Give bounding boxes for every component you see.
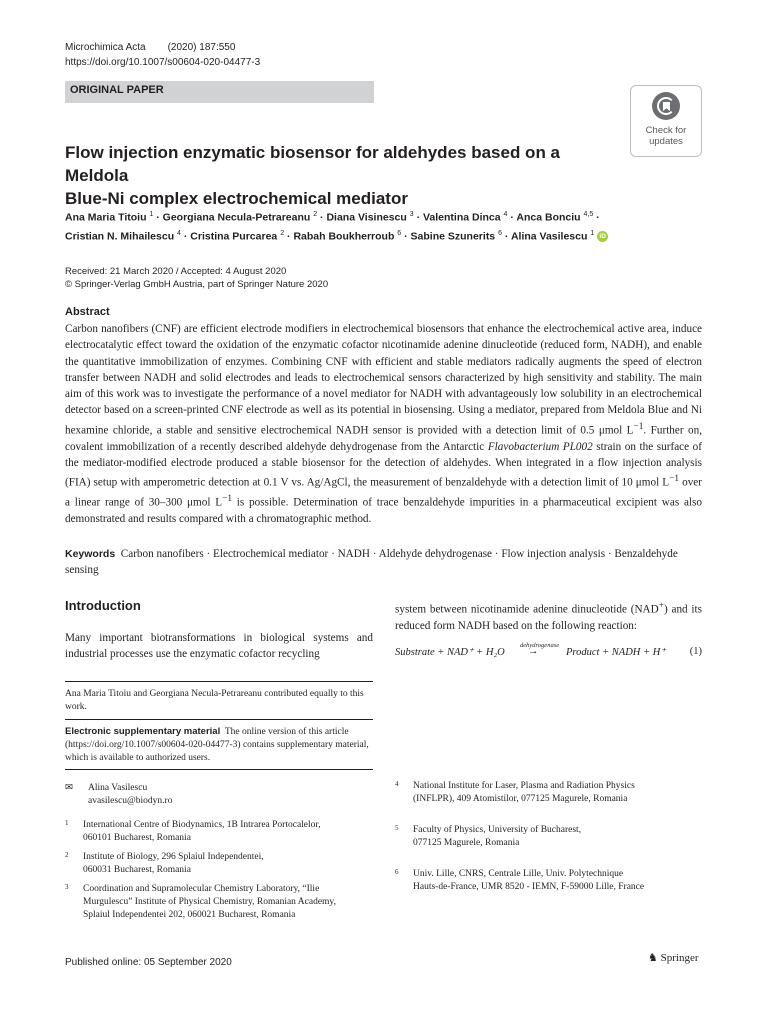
affiliation-line: Coordination and Supramolecular Chemistry Laboratory, “Ilie xyxy=(83,884,320,894)
author-name: Valentina Dinca xyxy=(423,211,501,224)
equation-rhs: Product + NADH + H⁺ xyxy=(566,647,666,658)
affiliation-number: 3 xyxy=(65,883,69,891)
author-separator: · xyxy=(287,230,291,242)
abstract-superscript: −1 xyxy=(669,474,680,485)
affiliation-number: 1 xyxy=(65,819,69,827)
contribution-note: Ana Maria Titoiu and Georgiana Necula-Petrareanu contributed equally to this work. xyxy=(65,689,364,712)
author-affiliation: 1 xyxy=(149,211,154,218)
author-affiliation: 2 xyxy=(280,229,285,237)
author-name: Sabine Szunerits xyxy=(410,230,496,242)
affiliation-line: 060031 Bucharest, Romania xyxy=(83,865,191,875)
abstract-part: . Further on, covalent immobilization of a recently described aldehyde dehydrogenase from the Antarctic xyxy=(65,424,702,453)
intro-right-superscript: + xyxy=(658,601,664,611)
affiliation-number: 4 xyxy=(395,780,399,788)
equation-lhs: Substrate + NAD⁺ + H₂O xyxy=(395,647,505,658)
footnote-divider xyxy=(65,719,373,720)
intro-right-part: ) and its reduced form NADH based on the following reaction: xyxy=(395,603,702,633)
check-updates-line2: updates xyxy=(649,136,683,147)
correspondence-name: Alina Vasilescu xyxy=(88,783,148,793)
introduction-left-text: Many important biotransformations in biological systems and industrial processes use the enzymatic cofactor recycling xyxy=(65,632,373,661)
equation-arrow: → xyxy=(528,646,539,657)
article-type-label: ORIGINAL PAPER xyxy=(70,84,164,96)
affiliation-line: 060101 Bucharest, Romania xyxy=(83,833,191,843)
orcid-icon[interactable]: iD xyxy=(597,231,608,242)
author-name: Rabah Boukherroub xyxy=(293,230,395,242)
affiliation-2 xyxy=(65,851,383,877)
abstract-part: is possible. Determination of trace benzaldehyde impurities in a pharmaceutical excipient was also demonstrated and results compared with a chromatographic method. xyxy=(65,497,702,526)
affiliation-line: National Institute for Laser, Plasma and Radiation Physics xyxy=(413,781,635,791)
affiliation-4 xyxy=(395,780,713,806)
footnote-divider xyxy=(65,769,373,770)
author-affiliation: 4 xyxy=(177,229,181,237)
author-name: Georgiana Necula-Petrareanu xyxy=(162,211,311,224)
author-name: Anca Bonciu xyxy=(516,211,581,224)
received-accepted: Received: 21 March 2020 / Accepted: 4 August 2020 xyxy=(65,266,287,277)
equation-1 xyxy=(395,642,702,666)
author-separator: · xyxy=(404,230,408,242)
author-name: Cristian N. Mihailescu xyxy=(65,230,175,242)
affiliation-line: 077125 Magurele, Romania xyxy=(413,838,520,848)
affiliation-number: 5 xyxy=(395,824,399,832)
article-type-banner xyxy=(65,81,374,103)
journal-info xyxy=(65,40,260,70)
author-affiliation: 4 xyxy=(503,211,508,218)
author-separator: · xyxy=(320,211,324,224)
abstract-superscript: −1 xyxy=(222,494,232,505)
correspondence-email[interactable]: avasilescu@biodyn.ro xyxy=(88,796,173,806)
abstract-part: over a linear range of 30–300 μmol L xyxy=(65,477,702,510)
supplementary-label: Electronic supplementary material xyxy=(65,726,221,737)
publisher-name: Springer xyxy=(660,952,699,964)
author-name: Alina Vasilescu xyxy=(510,230,588,242)
author-separator: · xyxy=(504,230,509,242)
supplementary-note xyxy=(65,725,373,765)
keywords-text: Carbon nanofibers · Electrochemical mediator · NADH · Aldehyde dehydrogenase · Flow injection analysis · Benzaldehyde sensing xyxy=(65,548,678,577)
springer-horse-icon: ♞ xyxy=(648,952,658,964)
title-line-2: Blue-Ni complex electrochemical mediator xyxy=(65,189,408,208)
author-separator: · xyxy=(156,211,160,224)
author-affiliation: 3 xyxy=(409,211,414,218)
affiliation-line: Institute of Biology, 296 Splaiul Independentei, xyxy=(83,852,264,862)
author-name: Ana Maria Titoiu xyxy=(65,211,147,224)
abstract-superscript: −1 xyxy=(633,421,644,432)
affiliation-line: International Centre of Biodynamics, 1B Intrarea Portocalelor, xyxy=(83,820,321,830)
journal-name: Microchimica Acta xyxy=(65,42,146,53)
author-affiliation: 4,5 xyxy=(583,211,594,218)
intro-right-part: system between nicotinamide adenine dinucleotide (NAD xyxy=(395,603,659,616)
affiliation-6 xyxy=(395,868,713,894)
affiliation-line: (INFLPR), 409 Atomistilor, 077125 Magurele, Romania xyxy=(413,794,628,804)
affiliation-1 xyxy=(65,819,383,845)
keywords-label: Keywords xyxy=(65,548,116,560)
abstract-part: Carbon nanofibers (CNF) are efficient electrode modifiers in electrochemical biosensors that enhance the electrochemical active area, induce electrocatalytic effect toward the oxidation of the enzymatic cofactor nicotinamide adenine dinucleotide (reduced form, NADH), and enable the quantitative immobilization of enzymes. Combining CNF with efficient and stable mediators radically augments the speed of electron transfer between NADH and solid electrodes and leads to electrochemical sensors characterized by high sensitivity and stability. The main aim of this work was to investigate the performance of a novel mediator for NADH with advantageously low solubility in an electrochemical detector based on a screen-printed CNF electrode as well as its potential in biosensing. Using a mediator, prepared from Meldola Blue and Ni hexamine chloride, a stable and sensitive electrochemical NADH sensor is provided with a detection limit of 0.5 μmol L xyxy=(65,323,702,437)
abstract-heading: Abstract xyxy=(65,306,110,318)
title-line-1: Flow injection enzymatic biosensor for aldehydes based on a Meldola xyxy=(65,143,561,185)
affiliation-line: Univ. Lille, CNRS, Centrale Lille, Univ. Polytechnique xyxy=(413,869,624,879)
mail-icon: ✉ xyxy=(65,783,73,793)
author-affiliation: 1 xyxy=(590,229,595,237)
abstract-species: Flavobacterium PL002 xyxy=(487,440,593,453)
author-list xyxy=(65,207,715,244)
journal-volume: (2020) 187:550 xyxy=(167,42,236,53)
check-updates-line1: Check for xyxy=(645,125,687,136)
author-affiliation: 6 xyxy=(498,229,502,237)
crossmark-icon xyxy=(652,92,680,120)
copyright-line: © Springer-Verlag GmbH Austria, part of Springer Nature 2020 xyxy=(65,279,329,290)
author-separator: · xyxy=(183,230,188,242)
affiliation-line: Splaiul Independentei 202, 060021 Bucharest, Romania xyxy=(83,910,296,920)
affiliation-number: 6 xyxy=(395,868,399,876)
introduction-right-text xyxy=(395,598,702,634)
correspondence xyxy=(88,782,172,808)
doi-link[interactable]: https://doi.org/10.1007/s00604-020-04477-3 xyxy=(65,57,261,68)
author-name: Diana Visinescu xyxy=(326,211,407,224)
equation-number: (1) xyxy=(689,646,702,657)
affiliation-number: 2 xyxy=(65,851,69,859)
published-online: Published online: 05 September 2020 xyxy=(65,957,232,968)
equation-enzyme: dehydrogenase xyxy=(520,642,560,649)
affiliation-3 xyxy=(65,883,383,922)
check-for-updates-badge[interactable] xyxy=(630,85,702,157)
author-affiliation: 2 xyxy=(313,211,318,218)
abstract-text xyxy=(65,321,702,528)
abstract-part: strain on the surface of the mediator-modified electrode produced a stable biosensor for the detection of aldehydes. When integrated in a flow injection analysis (FIA) setup with amperometric detection at 0.1 V vs. Ag/AgCl, the measurement of benzaldehyde with a detection limit of 10 μmol L xyxy=(65,440,702,490)
supplementary-text[interactable]: The online version of this article (https://doi.org/10.1007/s00604-020-04477-3) contains supplementary material, which is available to authorized users. xyxy=(65,727,369,763)
article-title xyxy=(65,141,625,210)
keywords xyxy=(65,546,702,579)
article-dates xyxy=(65,265,328,291)
author-name: Cristina Purcarea xyxy=(190,230,278,242)
author-affiliation: 6 xyxy=(397,229,402,237)
introduction-heading: Introduction xyxy=(65,598,141,613)
author-separator: · xyxy=(510,211,514,224)
affiliation-line: Faculty of Physics, University of Bucharest, xyxy=(413,825,582,835)
footnote-divider xyxy=(65,681,373,682)
affiliation-line: Hauts-de-France, UMR 8520 - IEMN, F-59000 Lille, France xyxy=(413,882,645,892)
publisher-logo xyxy=(648,951,699,964)
affiliation-5 xyxy=(395,824,713,850)
affiliation-line: Murgulescu” Institute of Physical Chemistry, Romanian Academy, xyxy=(83,897,336,907)
author-separator: · xyxy=(416,211,421,224)
author-separator: · xyxy=(596,211,600,224)
